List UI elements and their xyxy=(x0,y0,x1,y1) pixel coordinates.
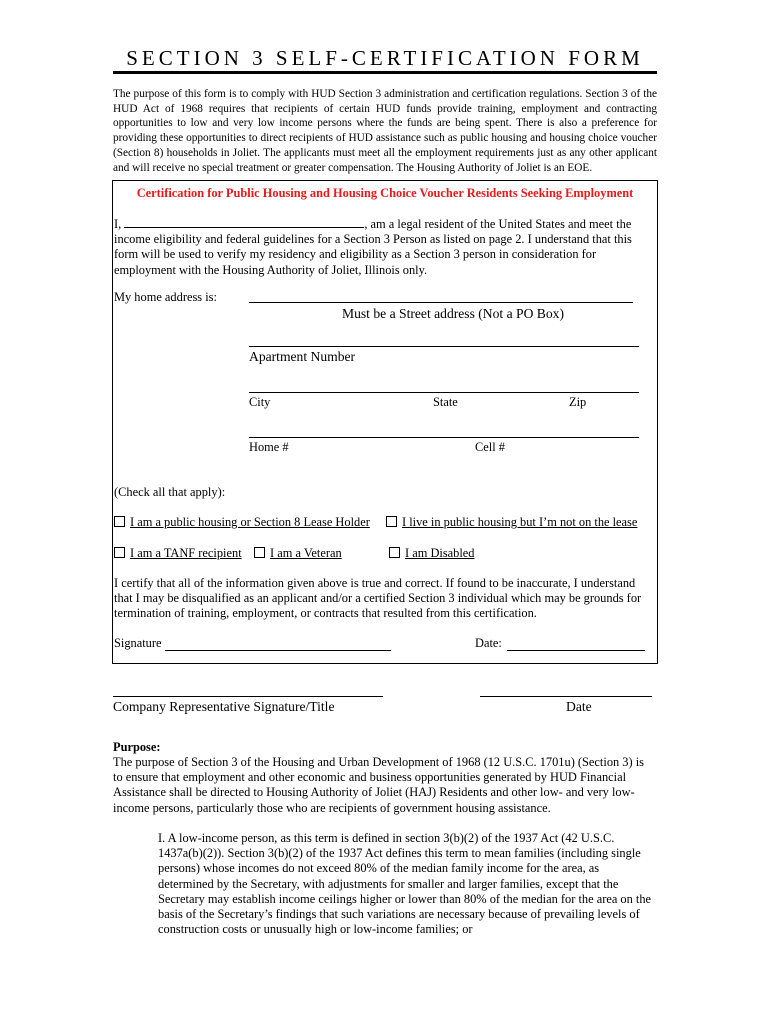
checkbox-tanf[interactable] xyxy=(114,546,242,561)
checkbox-icon[interactable] xyxy=(254,547,265,558)
purpose-heading: Purpose: xyxy=(113,740,161,754)
state-label: State xyxy=(433,395,458,409)
zip-label: Zip xyxy=(569,395,587,409)
checkbox-icon[interactable] xyxy=(386,516,397,527)
city-state-zip-field[interactable] xyxy=(249,392,639,393)
checkbox-disabled[interactable] xyxy=(389,546,475,561)
statement-text: , am a legal resident of the United States and meet the income eligibility and federal guidelines for a Section 3 Person as listed on page 2. I understand that this form will be used to verify my residency and eligibility as a Section 3 person in consideration for employment with the Housing Authority of Joliet, Illinois only. xyxy=(114,217,632,277)
attestation-paragraph: I certify that all of the information given above is true and correct. If found to be inaccurate, I understand that I may be disqualified as an applicant and/or a certified Section 3 individual which may be grounds for termination of training, employment, or contracts that resulted from this certification. xyxy=(114,576,642,621)
phone-field[interactable] xyxy=(249,437,639,438)
home-phone-label: Home # xyxy=(249,440,289,454)
checkbox-icon[interactable] xyxy=(114,516,125,527)
certification-heading: Certification for Public Housing and Housing Choice Voucher Residents Seeking Employment xyxy=(136,186,634,200)
company-date-field[interactable] xyxy=(480,696,652,697)
apartment-field[interactable] xyxy=(249,346,639,347)
name-field[interactable] xyxy=(124,216,364,228)
company-date-label: Date xyxy=(566,699,592,714)
date-field[interactable] xyxy=(507,650,645,651)
company-signature-field[interactable] xyxy=(113,696,383,697)
checkbox-label: I am a public housing or Section 8 Lease Holder xyxy=(130,515,370,529)
cell-phone-label: Cell # xyxy=(475,440,505,454)
checkbox-label: I live in public housing but I’m not on the lease xyxy=(402,515,638,529)
certification-statement xyxy=(114,216,654,278)
street-address-hint: Must be a Street address (Not a PO Box) xyxy=(342,306,564,321)
date-label: Date: xyxy=(475,636,502,650)
company-signature-label: Company Representative Signature/Title xyxy=(113,699,335,714)
home-address-label: My home address is: xyxy=(114,290,217,304)
checkbox-label: I am Disabled xyxy=(405,546,475,560)
form-title: SECTION 3 SELF-CERTIFICATION FORM xyxy=(126,46,644,70)
city-label: City xyxy=(249,395,271,409)
title-underline xyxy=(113,71,657,74)
checkbox-public-housing[interactable] xyxy=(114,515,370,530)
apartment-label: Apartment Number xyxy=(249,349,356,364)
statement-prefix: I, xyxy=(114,217,122,231)
check-instruction: (Check all that apply): xyxy=(114,485,226,499)
checkbox-label: I am a TANF recipient xyxy=(130,546,242,560)
checkbox-live-in-public-housing[interactable] xyxy=(386,515,637,530)
signature-field[interactable] xyxy=(165,650,391,651)
street-address-field[interactable] xyxy=(249,302,633,303)
purpose-paragraph: The purpose of Section 3 of the Housing and Urban Development of 1968 (12 U.S.C. 1701u) (Section 3) is to ensure that employment and other economic and business opportunities generated by HUD Financial Assistance shall be directed to Housing Authority of Joliet (HAJ) Residents and other low- and very low-income persons, particularly those who are recipients of government housing assistance. xyxy=(113,755,644,815)
checkbox-veteran[interactable] xyxy=(254,546,342,561)
signature-label: Signature xyxy=(114,636,162,650)
checkbox-icon[interactable] xyxy=(114,547,125,558)
checkbox-label: I am a Veteran xyxy=(270,546,342,560)
intro-paragraph: The purpose of this form is to comply with HUD Section 3 administration and certification regulations. Section 3 of the HUD Act of 1968 requires that recipients of certain HUD funds provide training, employment and contracting opportunities to low and very low income persons where the funds are being spent. There is also a preference for providing these opportunities to direct recipients of HUD assistance such as public housing and housing choice voucher (Section 8) households in Joliet. The applicants must meet all the employment requirements just as any other applicant and will receive no special treatment or greater compensation. The Housing Authority of Joliet is an EOE. xyxy=(113,88,657,174)
purpose-item-1: I. A low-income person, as this term is defined in section 3(b)(2) of the 1937 Act (42 U.S.C. 1437a(b)(2)). Section 3(b)(2) of the 1937 Act defines this term to mean families (including single persons) whose incomes do not exceed 80% of the median family income for the area, as determined by the Secretary, with adjustments for smaller and larger families, except that the Secretary may establish income ceilings higher or lower than 80% of the median for the area on the basis of the Secretary’s findings that such variations are necessary because of prevailing levels of construction costs or unusually high or low-income families; or xyxy=(158,831,652,937)
checkbox-icon[interactable] xyxy=(389,547,400,558)
